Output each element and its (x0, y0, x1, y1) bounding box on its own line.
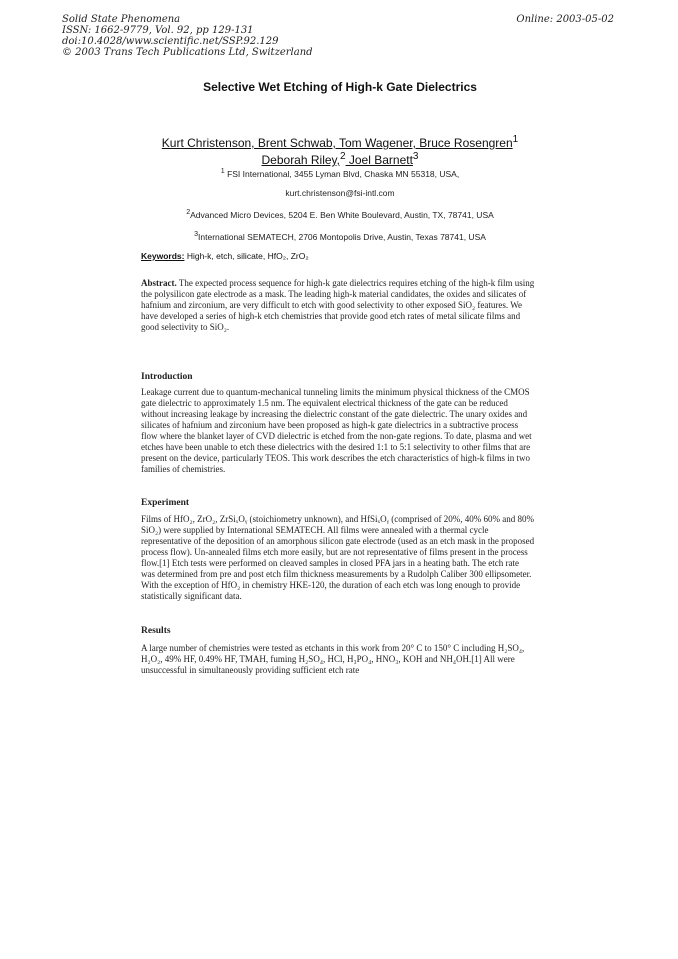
paper-title: Selective Wet Etching of High-k Gate Dielectrics (203, 80, 477, 94)
online-date: Online: 2003-05-02 (516, 14, 614, 25)
abstract (141, 278, 535, 333)
doi: doi:10.4028/www.scientific.net/SSP.92.129 (62, 36, 279, 47)
affil-sup-1: 1 (220, 167, 225, 175)
author-email: kurt.christenson@fsi-intl.com (285, 187, 395, 198)
authors-line-2: Deborah Riley, (261, 153, 340, 167)
issn: ISSN: 1662-9779, Vol. 92, pp 129-131 (62, 25, 254, 36)
affil-sup-3: 3 (194, 229, 199, 238)
keywords-list: High-k, etch, silicate, HfO₂, ZrO₂ (184, 251, 309, 261)
author-sup-2: 2 (339, 151, 346, 162)
abstract-text: The expected process sequence for high-k gate dielectrics requires etching of the high-k film using the polysilicon gate electrode as a mask. The leading high-k material candidates, the oxides and silicates of hafnium and zirconium, are very difficult to etch with good selectivity to other exposed SiO₂ features. We have developed a series of high-k etch chemistries that provide good etch rates of metal silicate films and good selectivity to SiO₂. (141, 278, 535, 332)
author-sup-3: 3 (412, 151, 419, 162)
journal-header (62, 14, 313, 58)
author-sup-1: 1 (512, 134, 519, 145)
affiliation-2: Advanced Micro Devices, 5204 E. Ben White Boulevard, Austin, TX, 78741, USA (190, 209, 494, 220)
authors-line-2b: Joel Barnett (345, 153, 413, 167)
copyright: © 2003 Trans Tech Publications Ltd, Switzerland (62, 47, 313, 58)
affiliation-3: International SEMATECH, 2706 Montopolis Drive, Austin, Texas 78741, USA (198, 231, 486, 242)
authors-line-1: Kurt Christenson, Brent Schwab, Tom Wagener, Bruce Rosengren (161, 136, 513, 150)
affiliations (60, 162, 620, 246)
section-heading-experiment: Experiment (141, 498, 190, 508)
affiliation-1: FSI International, 3455 Lyman Blvd, Chaska MN 55318, USA, (224, 168, 460, 179)
affil-sup-2: 2 (186, 207, 191, 216)
introduction-text: Leakage current due to quantum-mechanical tunneling limits the minimum physical thickness of the CMOS gate dielectric to approximately 1.5 nm. The equivalent electrical thickness of the gate can be reduced without increasing leakage by increasing the dielectric constant of the gate dielectric. The unary oxides and silicates of hafnium and zirconium have been proposed as high-k gate dielectrics in a subtractive process flow where the blanket layer of CVD dielectric is etched from the non-gate regions. To date, plasma and wet etches have been unable to etch these dielectrics with the desired 1:1 to 5:1 selectivity to other films that are present on the device, particularly TEOS. This work describes the etch characteristics of high-k films in two families of chemistries. (141, 387, 532, 474)
section-heading-results: Results (141, 626, 171, 636)
results-text: A large number of chemistries were tested as etchants in this work from 20° C to 150° C including H₂SO₄, H₂O₂, 49% HF, 0.49% HF, TMAH, fuming H₂SO₄, HCl, H₃PO₄, HNO₃, KOH and NH₄OH.[1] All were unsuccessful in simultaneously providing sufficient etch rate (141, 643, 525, 675)
section-heading-introduction: Introduction (141, 372, 193, 382)
journal-name: Solid State Phenomena (62, 14, 181, 25)
keywords (141, 251, 309, 261)
experiment-text: Films of HfO₂, ZrO₂, ZrSiₓOᵧ (stoichiometry unknown), and HfSiₓOᵧ (comprised of 20%, 40% 60% and 80% SiO₂) were supplied by International SEMATECH. All films were annealed with a thermal cycle representative of the deposition of an amorphous silicon gate electrode (used as an etch mask in the proposed process flow). Un-annealed films etch more easily, but are not representative of films present in the process flow.[1] Etch tests were performed on cleaved samples in closed PFA jars in a heating bath. The etch rate was determined from pre and post etch film thickness measurements by a Rudolph Caliber 300 ellipsometer. With the exception of HfO₂ in chemistry HKE-120, the duration of each etch was long enough to provide statistically significant data. (141, 514, 535, 601)
abstract-label: Abstract. (141, 278, 177, 288)
keywords-label: Keywords: (141, 251, 185, 261)
